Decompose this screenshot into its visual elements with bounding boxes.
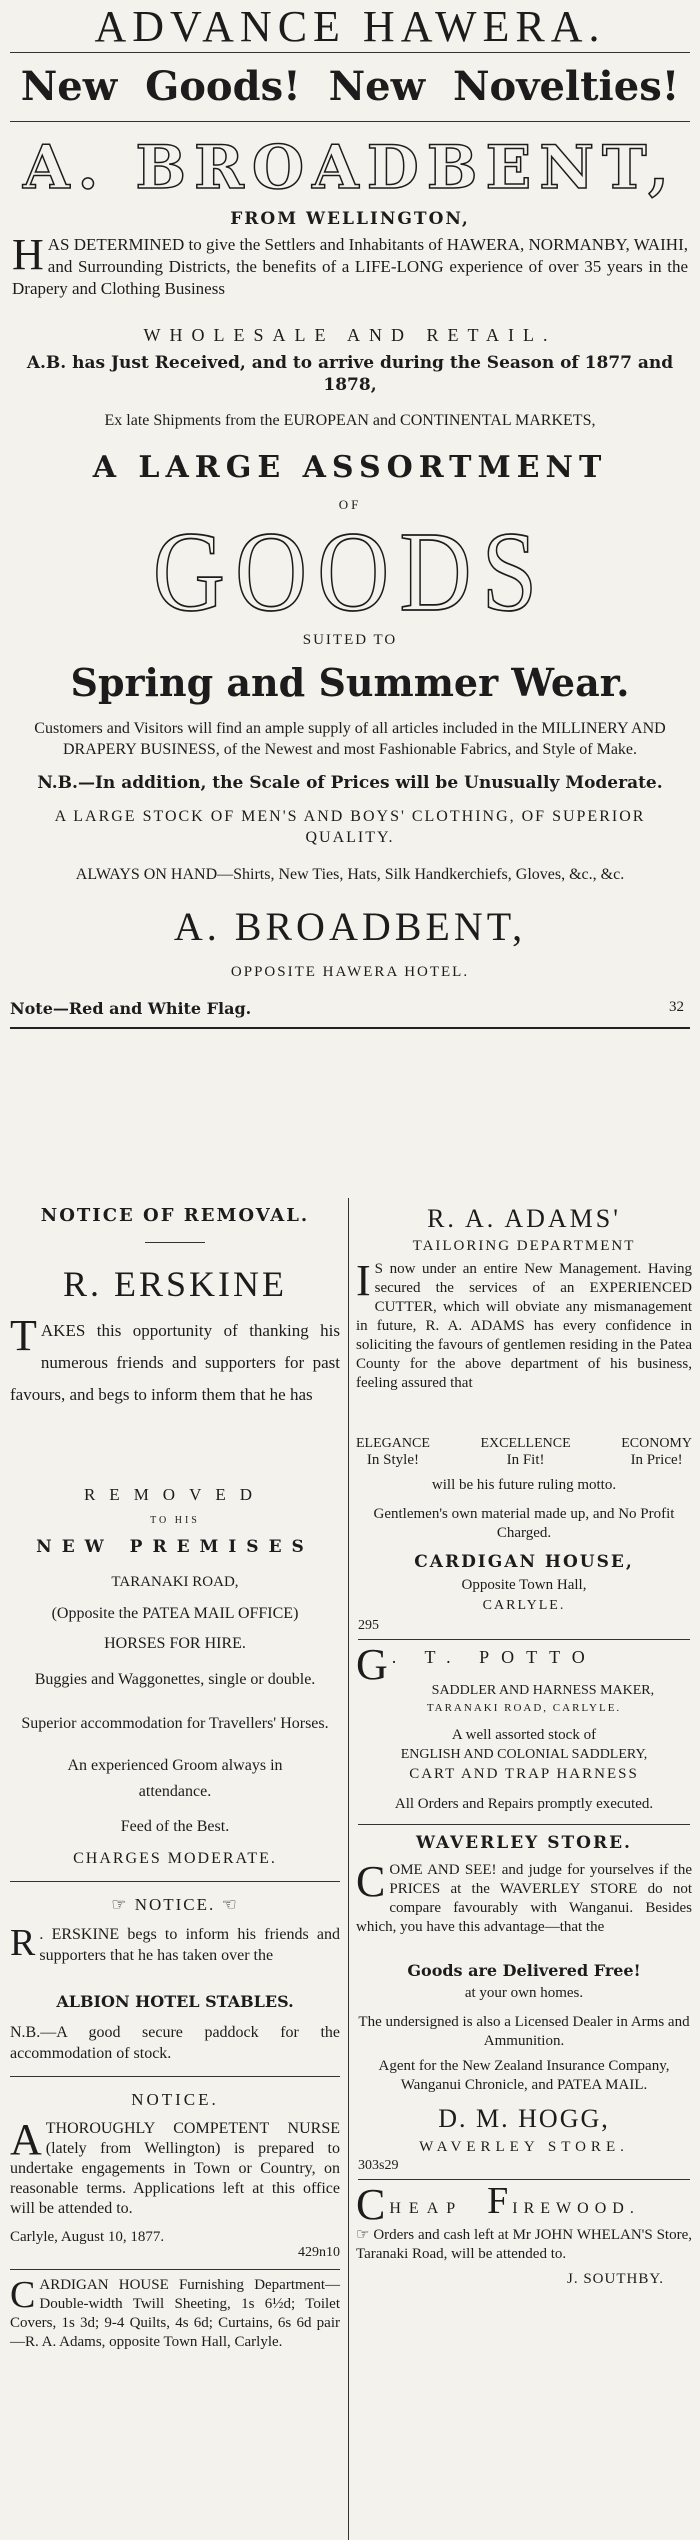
notice1-paragraph [6,1920,344,1988]
adams-name: R. A. ADAMS' [427,1204,621,1233]
notice2-dropcap: A [10,2115,42,2164]
suited-to: SUITED TO [302,632,398,648]
potto-line1: A well assorted stock of [451,1727,597,1743]
waverley-paragraph [354,1857,694,1959]
albion-stables: ALBION HOTEL STABLES. [56,1992,294,2011]
firewood-heading [354,2180,694,2229]
firewood-dropcap-c: C [356,2180,386,2229]
own-homes: at your own homes. [464,1985,584,2001]
waverley-heading: WAVERLEY STORE. [416,1833,632,1853]
notice2-footer [6,2225,344,2269]
of-label: OF [338,497,362,512]
notice2-ref: 429n10 [298,2245,340,2260]
intro-text: AS DETERMINED to give the Settlers and Inhabitants of HAWERA, NORMANBY, WAIHI, and Surrounding Districts, the benefits of a LIFE-LONG experience of over 35 years in the Drapery and Clothing Business [12,235,688,298]
shipments: Ex late Shipments from the EUROPEAN and CONTINENTAL MARKETS, [104,412,596,429]
motto-sub: In Style! [366,1452,419,1468]
delivered-free: Goods are Delivered Free! [407,1961,641,1980]
notice1-dropcap: R [10,1922,36,1964]
broadbent-name-2: A. BROADBENT, [173,904,527,949]
potto-orders: All Orders and Repairs promptly executed. [394,1796,654,1812]
two-column-section [6,1198,694,2540]
southby-name: J. SOUTHBY. [567,2271,664,2287]
notice1-nb: N.B.—A good secure paddock for the accommodation of stock. [10,2024,340,2062]
adams-body: S now under an entire New Management. Having secured the services of an EXPERIENCED CUTTER, which will obviate any mismanagement in future, R. A. ADAMS has every confidence in soliciting the favours of gentlemen residing in the Patea County for the above department of his business, feeling assured that [356,1261,692,1391]
intro-paragraph [6,230,694,322]
cardigan-furnishing [6,2270,344,2352]
broadbent-advert [6,0,694,1029]
adams-dropcap: I [356,1256,371,1305]
cardigan-house: CARDIGAN HOUSE, [414,1552,634,1572]
intro-dropcap: H [12,230,44,279]
opp-town-hall: Opposite Town Hall, [461,1577,587,1593]
opposite-hotel: OPPOSITE HAWERA HOTEL. [230,964,470,980]
carlyle: CARLYLE. [482,1598,566,1613]
ruling-motto: will be his future ruling motto. [431,1477,617,1493]
removed: REMOVED [83,1485,267,1504]
licensed-dealer: The undersigned is also a Licensed Dealer in Arms and Ammunition. [358,2014,690,2049]
broadbent-ref: 32 [669,999,684,1015]
potto-name: . T. POTTO [391,1647,597,1667]
potto-name-row [354,1640,694,1689]
groom: An experienced Groom always in attendance. [67,1757,283,1800]
tailoring-dept: TAILORING DEPARTMENT [412,1238,636,1254]
notice1-heading: NOTICE. [134,1895,216,1914]
potto-trade: SADDLER AND HARNESS MAKER, [431,1683,655,1698]
potto-line2: ENGLISH AND COLONIAL SADDLERY, [400,1747,648,1762]
motto-row [354,1436,694,1469]
column-rule [348,1198,349,2540]
always-on-hand: ALWAYS ON HAND—Shirts, New Ties, Hats, Silk Handkerchiefs, Gloves, &c., &c. [75,866,625,883]
motto-elegance [356,1436,430,1469]
large-stock: A LARGE STOCK OF MEN'S AND BOYS' CLOTHING, OF SUPERIOR QUALITY. [54,808,646,846]
customers-paragraph: Customers and Visitors will find an ample supply of all articles included in the MILLINERY AND DRAPERY BUSINESS, of the Newest and most Fashionable Fabrics, and Style of Make. [34,720,666,758]
opposite-patea: (Opposite the PATEA MAIL OFFICE) [51,1605,299,1622]
motto-sub: In Price! [630,1452,683,1468]
firewood-word: IREWOOD. [512,2200,640,2217]
horses-hire: HORSES FOR HIRE. [104,1635,246,1652]
notice2-paragraph [6,2115,344,2225]
erskine-body: AKES this opportunity of thanking his numerous friends and supporters for past favours, and begs to inform them that he has [10,1321,340,1404]
potto-dropcap: G [356,1640,388,1689]
new-premises: NEW PREMISES [36,1537,314,1557]
divider [145,1242,205,1243]
right-column [354,1198,694,2540]
firewood-paragraph [354,2222,694,2264]
potto-address: TARANAKI ROAD, CARLYLE. [426,1702,622,1714]
adams-ref: 295 [358,1618,379,1633]
insurance-agent: Agent for the New Zealand Insurance Company, Wanganui Chronicle, and PATEA MAIL. [378,2058,670,2093]
firewood-dropcap-f: F [487,2180,509,2222]
taranaki-road: TARANAKI ROAD, [111,1574,239,1590]
to-his: TO HIS [150,1515,200,1526]
erskine-paragraph [6,1311,344,1475]
large-assortment: A LARGE ASSORTMENT [92,450,608,485]
erskine-dropcap: T [10,1311,37,1360]
waverley-dropcap: C [356,1857,386,1906]
motto-word: EXCELLENCE [480,1436,571,1451]
notice1-body: . ERSKINE begs to inform his friends and supporters that he has taken over the [39,1926,340,1964]
spring-summer: Spring and Summer Wear. [70,660,630,705]
wholesale-retail: WHOLESALE AND RETAIL. [143,325,557,345]
feed: Feed of the Best. [120,1818,230,1835]
goods-word: GOODS [152,507,548,636]
notice2-heading: NOTICE. [131,2090,219,2109]
motto-excellence [480,1436,570,1469]
waverley-store: WAVERLEY STORE. [419,2139,629,2155]
accommodation: Superior accommodation for Travellers' Horses. [21,1715,329,1732]
notice2-body: THOROUGHLY COMPETENT NURSE (lately from Wellington) is prepared to undertake engagements in Town or Country, on reasonable terms. Applications left at this office will be attended to. [10,2120,340,2217]
firewood-word-heap: HEAP [389,2200,464,2217]
left-column [6,1198,344,2540]
own-material: Gentlemen's own material made up, and No Profit Charged. [373,1506,675,1541]
adams-paragraph [354,1256,694,1436]
pointing-hand-icon: ☜ [221,1895,239,1914]
charges: CHARGES MODERATE. [73,1850,277,1867]
hogg-name: D. M. HOGG, [438,2104,610,2133]
note-row [6,985,694,1025]
broadbent-name: A. BROADBENT, [23,133,677,203]
pointing-hand-icon: ☞ [356,2227,374,2243]
notice2-date: Carlyle, August 10, 1877. [10,2229,165,2245]
cardigan-dropcap: C [10,2274,36,2316]
removal-heading: NOTICE OF REMOVAL. [40,1205,310,1226]
from-wellington: FROM WELLINGTON, [230,209,470,229]
headline: ADVANCE HAWERA. [94,2,606,51]
buggies: Buggies and Waggonettes, single or double. [34,1671,316,1688]
potto-line3: CART AND TRAP HARNESS [409,1766,639,1782]
motto-sub: In Fit! [506,1452,545,1468]
waverley-body: OME AND SEE! and judge for yourselves if the PRICES at the WAVERLEY STORE do not compare favourably with Wanganui. Besides which, you have this advantage—that the [356,1862,692,1935]
nb-prices: N.B.—In addition, the Scale of Prices will be Unusually Moderate. [37,773,663,793]
just-received: A.B. has Just Received, and to arrive during the Season of 1877 and 1878, [26,353,674,395]
pointing-hand-icon: ☞ [111,1895,135,1914]
motto-word: ECONOMY [621,1436,692,1451]
waverley-ref: 303s29 [358,2158,399,2173]
motto-word: ELEGANCE [356,1436,430,1451]
erskine-name: R. ERSKINE [62,1264,287,1304]
notice1-heading-row [6,1882,344,1920]
cardigan-body: ARDIGAN HOUSE Furnishing Department—Double-width Twill Sheeting, 1s 6½d; Toilet Covers, 1s 3d; 9-4 Quilts, 4s 6d; Curtains, 6s 6d pair —R. A. Adams, opposite Town Hall, Carlyle. [10,2277,340,2350]
motto-economy [621,1436,692,1469]
note-flag: Note—Red and White Flag. [10,999,252,1018]
subheadline: New Goods! New Novelties! [20,63,680,110]
firewood-body: Orders and cash left at Mr JOHN WHELAN'S Store, Taranaki Road, will be attended to. [356,2227,692,2262]
